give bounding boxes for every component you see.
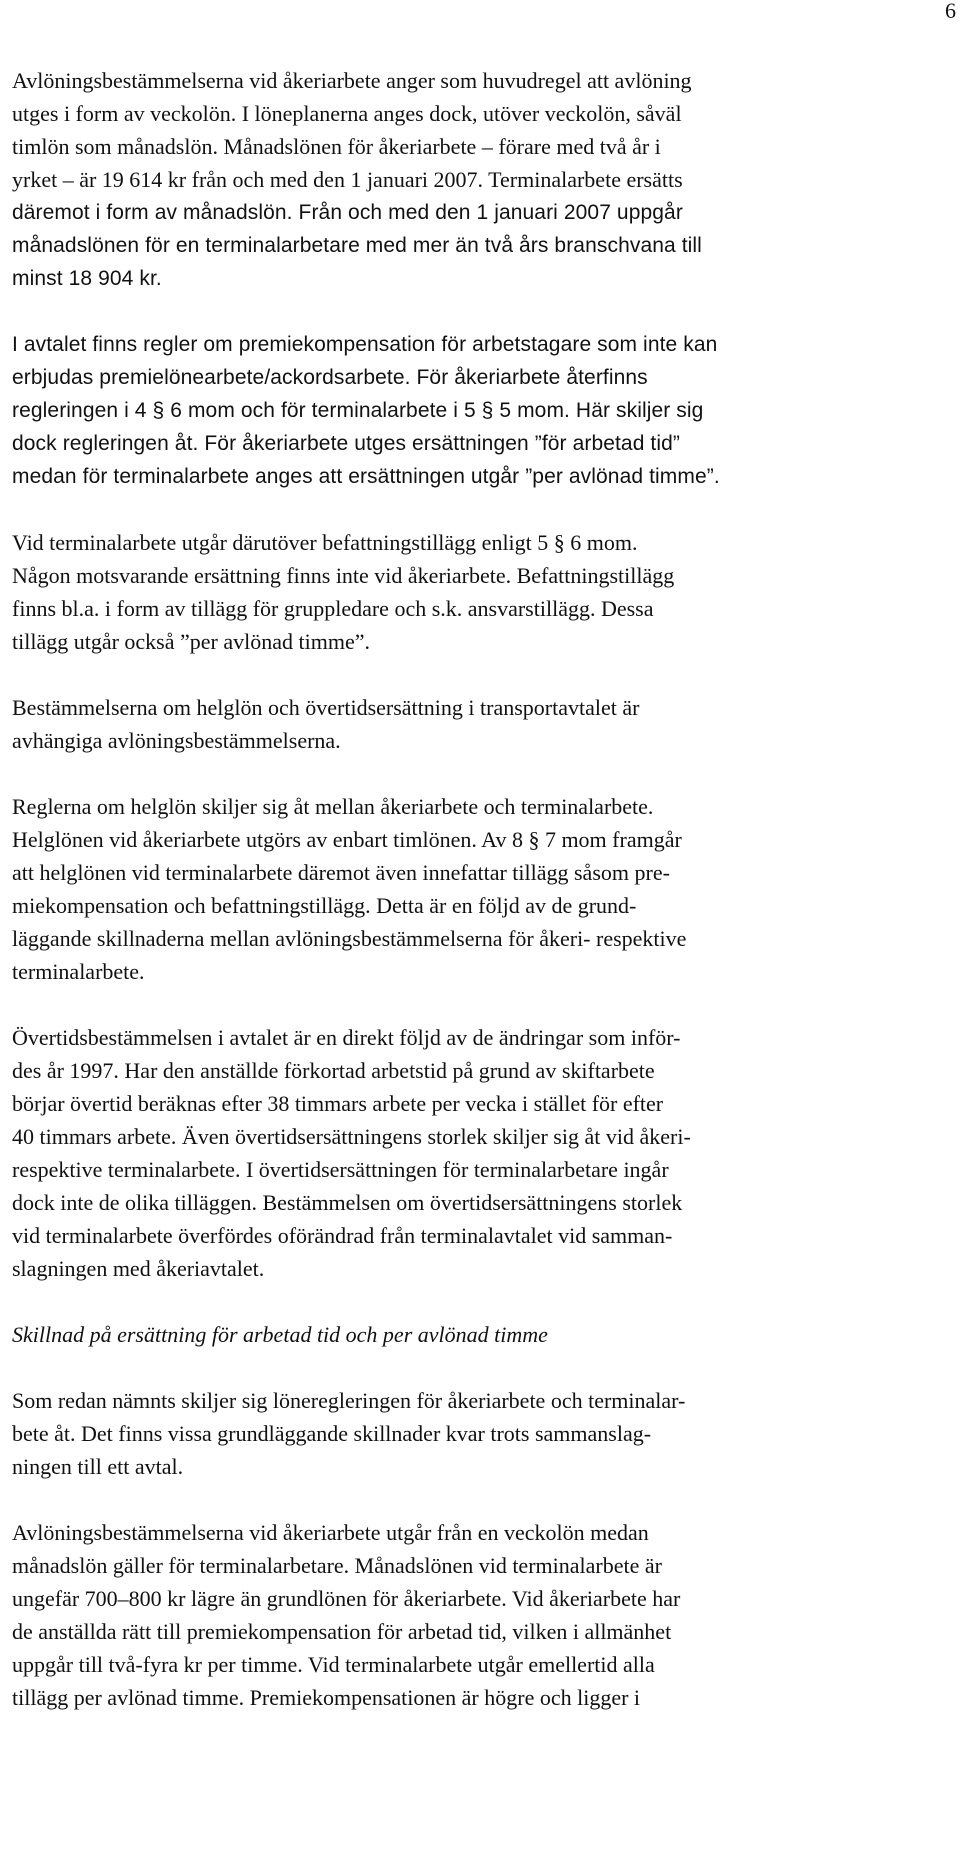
text-line: slagningen med åkeriavtalet. [12,1256,265,1281]
text-line: des år 1997. Har den anställde förkortad arbetstid på grund av skiftarbete [12,1058,655,1083]
text-line: dock inte de olika tilläggen. Bestämmelsen om övertidsersättningens storlek [12,1190,683,1215]
text-line: respektive terminalarbete. I övertidsersättningen för terminalarbetare ingår [12,1157,669,1182]
text-line: ungefär 700–800 kr lägre än grundlönen för åkeriarbete. Vid åkeriarbete har [12,1586,681,1611]
text-line: I avtalet finns regler om premiekompensation för arbetstagare som inte kan [12,333,718,356]
text-line: utges i form av veckolön. I löneplanerna anges dock, utöver veckolön, såväl [12,101,682,126]
text-line: vid terminalarbete överfördes oförändrad från terminalavtalet vid samman- [12,1223,673,1248]
text-line: erbjudas premielönearbete/ackordsarbete. För åkeriarbete återfinns [12,366,648,389]
text-line: att helglönen vid terminalarbete däremot även innefattar tillägg såsom pre- [12,860,670,885]
text-line: regleringen i 4 § 6 mom och för terminalarbete i 5 § 5 mom. Här skiljer sig [12,399,704,422]
text-line: bete åt. Det finns vissa grundläggande skillnader kvar trots sammanslag- [12,1421,652,1446]
text-line: Reglerna om helglön skiljer sig åt mellan åkeriarbete och terminalarbete. [12,794,654,819]
text-line: Vid terminalarbete utgår därutöver befattningstillägg enligt 5 § 6 mom. [12,530,638,555]
text-line: Avlöningsbestämmelserna vid åkeriarbete anger som huvudregel att avlöning [12,68,692,93]
text-line: dock regleringen åt. För åkeriarbete utges ersättningen ”för arbetad tid” [12,432,680,455]
page-number: 6 [945,0,956,23]
paragraph [12,1516,942,1714]
document-body [12,64,942,1747]
text-line: däremot i form av månadslön. Från och med den 1 januari 2007 uppgår [12,201,683,224]
text-line: tillägg utgår också ”per avlönad timme”. [12,629,370,654]
text-line: Som redan nämnts skiljer sig löneregleringen för åkeriarbete och terminalar- [12,1388,686,1413]
text-line: Bestämmelserna om helglön och övertidsersättning i transportavtalet är [12,695,640,720]
section-heading: Skillnad på ersättning för arbetad tid och per avlönad timme [12,1322,548,1347]
text-line: finns bl.a. i form av tillägg för gruppledare och s.k. ansvarstillägg. Dessa [12,596,654,621]
paragraph [12,1384,942,1483]
paragraph [12,526,942,658]
text-line: yrket – är 19 614 kr från och med den 1 januari 2007. Terminalarbete ersätts [12,167,683,192]
text-line: Någon motsvarande ersättning finns inte vid åkeriarbete. Befattningstillägg [12,563,675,588]
text-line: miekompensation och befattningstillägg. Detta är en följd av de grund- [12,893,637,918]
text-line: avhängiga avlöningsbestämmelserna. [12,728,341,753]
text-line: medan för terminalarbete anges att ersättningen utgår ”per avlönad timme”. [12,465,720,488]
paragraph [12,1021,942,1285]
text-line: terminalarbete. [12,959,145,984]
text-line: timlön som månadslön. Månadslönen för åkeriarbete – förare med två år i [12,134,661,159]
text-line: börjar övertid beräknas efter 38 timmars arbete per vecka i stället för efter [12,1091,664,1116]
text-line: de anställda rätt till premiekompensation för arbetad tid, vilken i allmänhet [12,1619,672,1644]
text-line: 40 timmars arbete. Även övertidsersättningens storlek skiljer sig åt vid åkeri- [12,1124,691,1149]
paragraph [12,328,942,493]
text-line: ningen till ett avtal. [12,1454,184,1479]
text-line: minst 18 904 kr. [12,267,162,290]
text-line: Avlöningsbestämmelserna vid åkeriarbete utgår från en veckolön medan [12,1520,649,1545]
text-line: månadslönen för en terminalarbetare med mer än två års branschvana till [12,234,702,257]
text-line: månadslön gäller för terminalarbetare. Månadslönen vid terminalarbete är [12,1553,662,1578]
text-line: uppgår till två-fyra kr per timme. Vid terminalarbete utgår emellertid alla [12,1652,655,1677]
paragraph [12,790,942,988]
text-line: läggande skillnaderna mellan avlöningsbestämmelserna för åkeri- respektive [12,926,687,951]
text-line: Övertidsbestämmelsen i avtalet är en direkt följd av de ändringar som inför- [12,1025,681,1050]
text-line: tillägg per avlönad timme. Premiekompensationen är högre och ligger i [12,1685,641,1710]
paragraph [12,64,942,295]
text-line: Helglönen vid åkeriarbete utgörs av enbart timlönen. Av 8 § 7 mom framgår [12,827,682,852]
paragraph [12,691,942,757]
